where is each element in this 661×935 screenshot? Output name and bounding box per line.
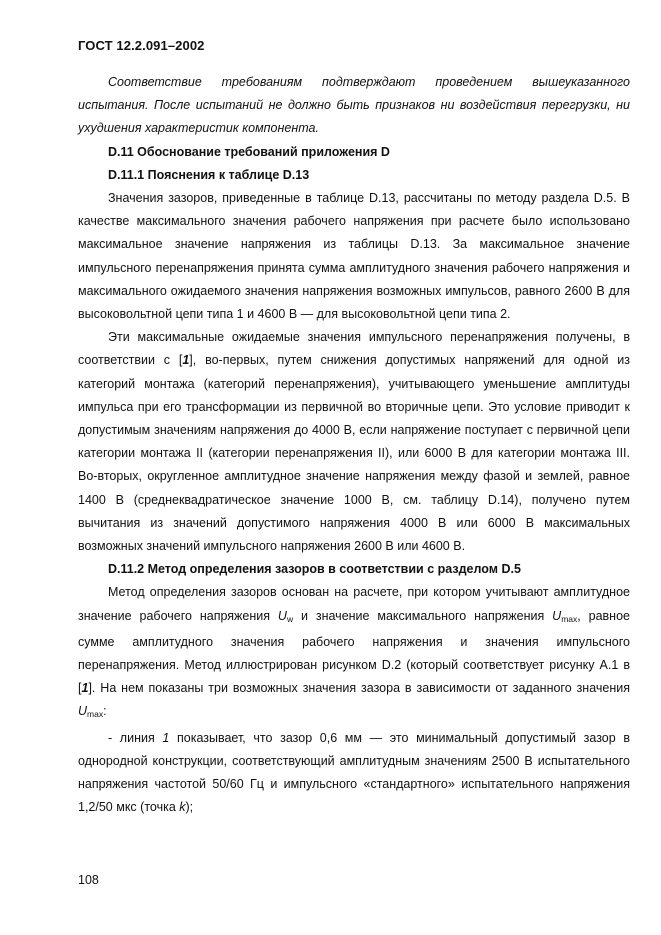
reference-link: 1 xyxy=(182,353,190,368)
text-span: ]. На нем показаны три возможных значения зазора в зависимости от заданного значения xyxy=(88,681,630,696)
text-span: - линия xyxy=(108,730,163,745)
text-span: , равное сумме амплитудного значения рабочего напряжения и значения импульсного перенапряжения. Метод иллюстрирован рисунком D.2 (который соответствует рисунку А.1 в [ xyxy=(78,608,630,696)
text-span: ); xyxy=(185,800,194,815)
text-span: показывает, что зазор 0,6 мм — это минимальный допустимый зазор в однородной конструкции, соответствующий амплитудным значениям 2500 В испытательного напряжения частотой 50/60 Гц и импульсного «стандартного» испытательного напряжения 1,2/50 мкс (точка xyxy=(78,730,630,815)
subscript-max: max xyxy=(87,709,104,720)
text-span: Метод определения зазоров основан на расчете, при котором учитывают амплитудное значение рабочего напряжения xyxy=(78,585,630,623)
point-label: k xyxy=(179,800,186,815)
subscript-max: max xyxy=(561,613,578,624)
section-heading-d11: D.11 Обоснование требований приложения D xyxy=(108,144,390,159)
symbol-u: U xyxy=(78,704,88,719)
section-heading-d111: D.11.1 Пояснения к таблице D.13 xyxy=(108,167,310,182)
subscript-w: w xyxy=(286,613,294,624)
page-content xyxy=(78,71,630,820)
section-heading-d112: D.11.2 Метод определения зазоров в соответствии с разделом D.5 xyxy=(108,562,521,577)
paragraph-overvoltage-values xyxy=(78,326,630,558)
list-item-line-1 xyxy=(78,727,630,820)
paragraph-table-explanation: Значения зазоров, приведенные в таблице D.13, рассчитаны по методу раздела D.5. В качестве максимального значения рабочего напряжения при расчете было использовано максимальное значение напряжения из таблицы D.13. За максимальное значение импульсного перенапряжения принята сумма амплитудного значения рабочего напряжения и максимального ожидаемого значения напряжения возможных импульсов, равного 2600 В для высоковольтной цепи типа 1 и 4600 В — для высоковольтной цепи типа 2. xyxy=(78,191,630,322)
line-number: 1 xyxy=(162,730,170,745)
text-span: ], во-первых, путем снижения допустимых напряжений для одной из категорий монтажа (категорий перенапряжения), учитывающего уменьшение амплитуды импульса при его трансформации из первичной во вторичные цепи. Это условие приводит к допустимым значениям напряжения до 4000 В, если напряжение поступает с первичной цепи категории монтажа II (категории перенапряжения II), или 6000 В для категории монтажа III. Во-вторых, округленное амплитудное значение напряжения между фазой и землей, равное 1400 В (среднеквадратическое значение 1000 В, см. таблицу D.14), получено путем вычитания из значений допустимого напряжения 4000 В или 6000 В максимальных возможных значений импульсного напряжения 2600 В или 4600 В. xyxy=(78,353,630,554)
paragraph-method-description xyxy=(78,581,630,726)
document-code-header: ГОСТ 12.2.091–2002 xyxy=(78,38,205,53)
reference-link: 1 xyxy=(81,681,89,696)
text-span: и значение максимального напряжения xyxy=(293,608,553,623)
symbol-u: U xyxy=(277,608,287,623)
symbol-u: U xyxy=(552,608,562,623)
text-span: : xyxy=(103,704,107,719)
page-number: 108 xyxy=(78,873,99,887)
text-span: Эти максимальные ожидаемые значения импульсного перенапряжения получены, в соответствии с [ xyxy=(78,330,630,368)
intro-paragraph: Соответствие требованиям подтверждают проведением вышеуказанного испытания. После испытаний не должно быть признаков ни воздействия перегрузки, ни ухудшения характеристик компонента. xyxy=(78,75,630,136)
